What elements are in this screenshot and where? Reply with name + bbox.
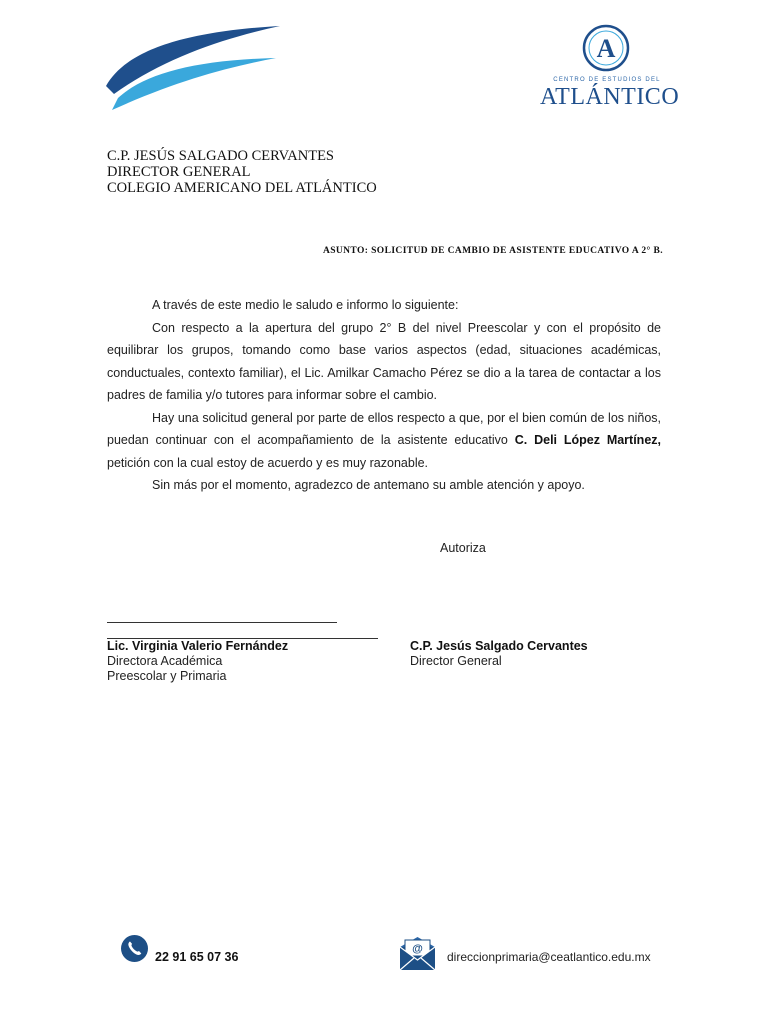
signer-name: Lic. Virginia Valerio Fernández [107, 639, 289, 653]
signer-name: C.P. Jesús Salgado Cervantes [410, 639, 588, 653]
swoosh-logo [104, 24, 282, 114]
signer-unit: Preescolar y Primaria [107, 669, 227, 683]
logo-title: ATLÁNTICO [540, 84, 680, 110]
paragraph-3-text: Hay una solicitud general por parte de ellos respecto a que, por el bien común de los niños, puedan continuar con el acompañamiento de la asistente educativo [107, 410, 661, 447]
assistant-name: C. Deli López Martínez, [514, 433, 661, 447]
phone-number: 22 91 65 07 36 [155, 950, 239, 964]
recipient-block [107, 148, 377, 196]
svg-text:@: @ [412, 943, 423, 955]
atlantico-logo [540, 24, 680, 112]
body-paragraph-3 [107, 407, 661, 475]
authorize-label: Autoriza [440, 541, 486, 555]
recipient-title: DIRECTOR GENERAL [107, 164, 251, 180]
body-paragraph-1: A través de este medio le saludo e informo lo siguiente: [152, 298, 459, 312]
signature-right [410, 639, 588, 669]
phone-icon [121, 935, 148, 962]
paragraph-3-text-end: petición con la cual estoy de acuerdo y es muy razonable. [107, 455, 429, 470]
recipient-institution: COLEGIO AMERICANO DEL ATLÁNTICO [107, 180, 377, 196]
emblem-letter: A [596, 34, 616, 63]
subject-line: ASUNTO: SOLICITUD DE CAMBIO DE ASISTENTE EDUCATIVO A 2° B. [322, 246, 663, 256]
recipient-name: C.P. JESÚS SALGADO CERVANTES [107, 148, 334, 164]
letter-body [107, 294, 661, 497]
signer-role: Directora Académica [107, 654, 223, 668]
atlantico-emblem-icon [582, 24, 630, 72]
email-address: direccionprimaria@ceatlantico.edu.mx [447, 950, 651, 964]
body-paragraph-4: Sin más por el momento, agradezco de antemano su amble atención y apoyo. [152, 478, 585, 492]
signature-line [107, 622, 337, 623]
signer-role: Director General [410, 654, 502, 668]
signature-left [107, 639, 288, 684]
logo-subtitle: CENTRO DE ESTUDIOS DEL [553, 77, 661, 83]
body-paragraph-2: Con respecto a la apertura del grupo 2° B del nivel Preescolar y con el propósito de equilibrar los grupos, tomando como base varios aspectos (edad, situaciones académicas, conductuales, contexto familiar), el Lic. Amilkar Camacho Pérez se dio a la tarea de contactar a los padres de familia y/o tutores para informar sobre el cambio. [107, 320, 661, 402]
email-icon [399, 934, 436, 971]
